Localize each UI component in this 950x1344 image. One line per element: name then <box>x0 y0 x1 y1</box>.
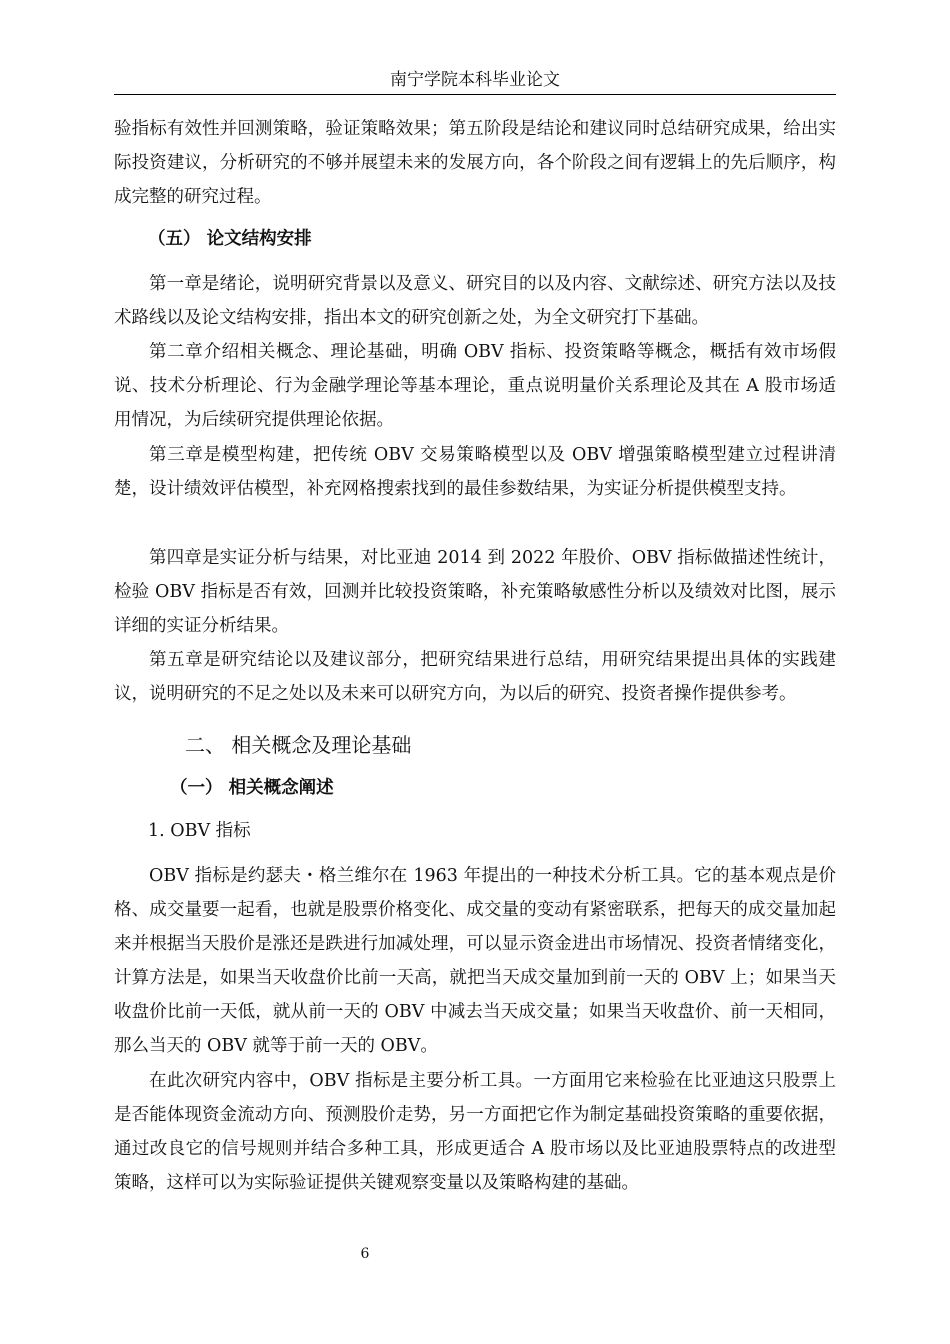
subsection-heading-obv: 1. OBV 指标 <box>148 821 251 841</box>
section-heading-concepts: （一） 相关概念阐述 <box>170 778 334 798</box>
paragraph-text: OBV 指标是约瑟夫・格兰维尔在 1963 年提出的一种技术分析工具。它的基本观点是价格、成交量要一起看，也就是股票价格变化、成交量的变动有紧密联系，把每天的成交量加起来并根据当天股价是涨还是跌进行加减处理，可以显示资金进出市场情况、投资者情绪变化，计算方法是，如果当天收盘价比前一天高，就把当天成交量加到前一天的 OBV 上；如果当天收盘价比前一天低，就从前一天的 OBV 中减去当天成交量；如果当天收盘价、前一天相同，那么当天的 OBV 就等于前一天的 OBV。 <box>114 866 836 1056</box>
paragraph-text: 第三章是模型构建，把传统 OBV 交易策略模型以及 OBV 增强策略模型建立过程讲清楚，设计绩效评估模型，补充网格搜索找到的最佳参数结果，为实证分析提供模型支持。 <box>114 445 836 499</box>
paragraph-obv-usage <box>114 1064 836 1200</box>
paragraph-text: 第四章是实证分析与结果，对比亚迪 2014 到 2022 年股价、OBV 指标做描述性统计，检验 OBV 指标是否有效，回测并比较投资策略，补充策略敏感性分析以及绩效对比图，展示详细的实证分析结果。 <box>114 548 836 636</box>
paragraph-text: 第五章是研究结论以及建议部分，把研究结果进行总结，用研究结果提出具体的实践建议，说明研究的不足之处以及未来可以研究方向，为以后的研究、投资者操作提供参考。 <box>114 650 836 704</box>
paragraph-chapter-1 <box>114 267 836 335</box>
paragraph-text: 第二章介绍相关概念、理论基础，明确 OBV 指标、投资策略等概念，概括有效市场假说、技术分析理论、行为金融学理论等基本理论，重点说明量价关系理论及其在 A 股市场适用情况，为后续研究提供理论依据。 <box>114 342 836 430</box>
paragraph-text: 第一章是绪论，说明研究背景以及意义、研究目的以及内容、文献综述、研究方法以及技术路线以及论文结构安排，指出本文的研究创新之处，为全文研究打下基础。 <box>114 274 836 328</box>
chapter-heading: 二、 相关概念及理论基础 <box>185 733 412 757</box>
paragraph-chapter-3 <box>114 438 836 506</box>
paragraph-text: 验指标有效性并回测策略，验证策略效果；第五阶段是结论和建议同时总结研究成果，给出实际投资建议，分析研究的不够并展望未来的发展方向，各个阶段之间有逻辑上的先后顺序，构成完整的研究过程。 <box>114 119 836 207</box>
page-header: 南宁学院本科毕业论文 <box>114 66 836 95</box>
paragraph-obv-definition <box>114 859 836 1063</box>
section-heading-structure: （五） 论文结构安排 <box>148 229 312 249</box>
paragraph-text: 在此次研究内容中，OBV 指标是主要分析工具。一方面用它来检验在比亚迪这只股票上是否能体现资金流动方向、预测股价走势，另一方面把它作为制定基础投资策略的重要依据，通过改良它的信号规则并结合多种工具，形成更适合 A 股市场以及比亚迪股票特点的改进型策略，这样可以为实际验证提供关键观察变量以及策略构建的基础。 <box>114 1071 836 1193</box>
paragraph-chapter-4 <box>114 541 836 643</box>
paragraph-chapter-5 <box>114 643 836 711</box>
page-number: 6 <box>360 1246 370 1262</box>
paragraph-chapter-2 <box>114 335 836 437</box>
paragraph-stage-summary <box>114 112 836 214</box>
